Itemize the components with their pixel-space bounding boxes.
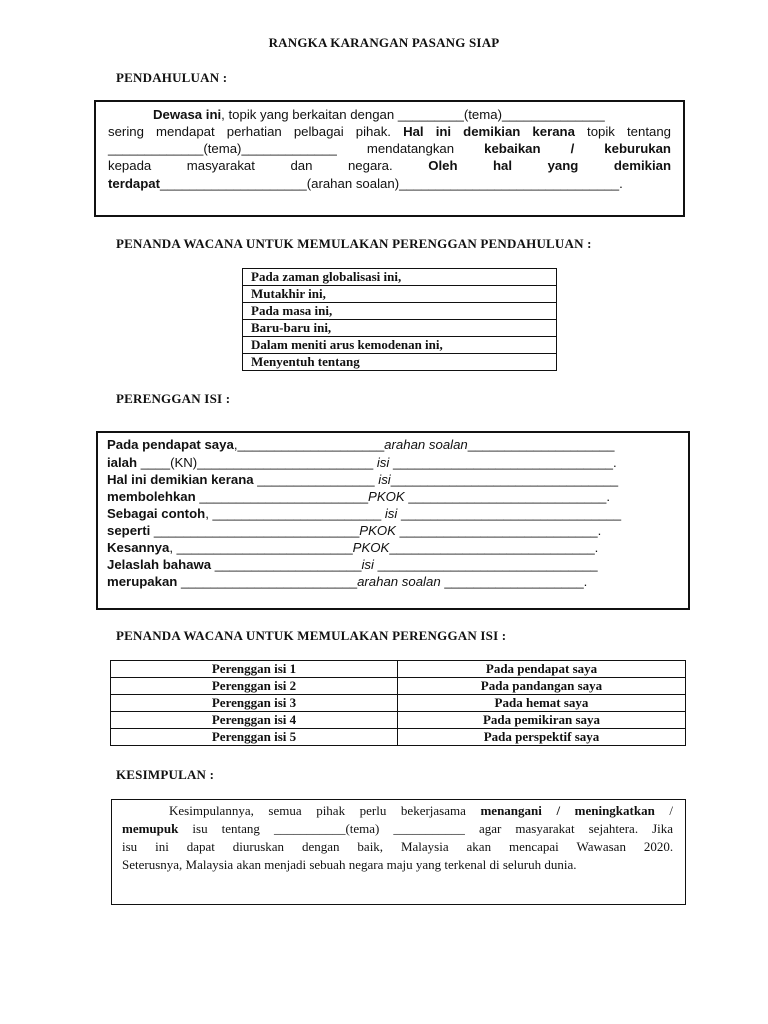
table-row (111, 678, 686, 695)
pw-pendahuluan-item: Dalam meniti arus kemodenan ini, (243, 337, 557, 354)
pendahuluan-line-5: terdapat____________________(arahan soalan)______________________________. (108, 176, 623, 191)
pw-pendahuluan-item: Mutakhir ini, (243, 286, 557, 303)
pw-pendahuluan-item: Pada masa ini, (243, 303, 557, 320)
kesimpulan-line-2: memupuk isu tentang ___________(tema) ___________ agar masyarakat sejahtera. Jika (122, 821, 674, 836)
pw-pendahuluan-heading: PENANDA WACANA UNTUK MEMULAKAN PERENGGAN PENDAHULUAN : (116, 236, 592, 251)
pw-isi-heading: PENANDA WACANA UNTUK MEMULAKAN PERENGGAN ISI : (116, 628, 507, 643)
table-row (243, 337, 557, 354)
isi-line-5: Sebagai contoh, _______________________ isi ______________________________ (107, 506, 622, 521)
pw-pendahuluan-item: Pada zaman globalisasi ini, (243, 269, 557, 286)
isi-line-4: membolehkan _______________________PKOK ___________________________. (107, 489, 611, 504)
pw-isi-paragraph: Perenggan isi 1 (111, 661, 398, 678)
isi-line-3: Hal ini demikian kerana ________________ isi_______________________________ (107, 472, 619, 487)
isi-line-1: Pada pendapat saya,____________________arahan soalan____________________ (107, 437, 615, 452)
kesimpulan-line-4: Seterusnya, Malaysia akan menjadi sebuah negara maju yang terkenal di seluruh dunia. (122, 857, 577, 872)
pendahuluan-line-2: sering mendapat perhatian pelbagai pihak. Hal ini demikian kerana topik tentang (108, 124, 671, 139)
isi-line-8: Jelaslah bahawa ____________________isi ______________________________ (107, 557, 598, 572)
pw-isi-paragraph: Perenggan isi 5 (111, 729, 398, 746)
table-row (243, 286, 557, 303)
pendahuluan-box (94, 100, 685, 217)
pw-isi-marker: Pada hemat saya (398, 695, 686, 712)
isi-line-2: ialah ____(KN)________________________ isi ______________________________. (107, 455, 617, 470)
table-row (243, 354, 557, 371)
isi-box (96, 431, 690, 610)
kesimpulan-line-3: isu ini dapat diuruskan dengan baik, Malaysia akan mencapai Wawasan 2020. (122, 839, 674, 854)
pw-isi-paragraph: Perenggan isi 3 (111, 695, 398, 712)
table-row (111, 661, 686, 678)
pw-pendahuluan-item: Menyentuh tentang (243, 354, 557, 371)
pw-isi-marker: Pada perspektif saya (398, 729, 686, 746)
kesimpulan-box (111, 799, 686, 905)
table-row (243, 320, 557, 337)
pw-isi-paragraph: Perenggan isi 4 (111, 712, 398, 729)
table-row (111, 712, 686, 729)
pendahuluan-line-1: Dewasa ini, topik yang berkaitan dengan _________(tema)______________ (153, 107, 605, 122)
table-row (111, 695, 686, 712)
pendahuluan-line-4: kepada masyarakat dan negara. Oleh hal yang demikian (108, 158, 672, 173)
pw-pendahuluan-table (242, 268, 557, 371)
document-title: RANGKA KARANGAN PASANG SIAP (268, 35, 500, 50)
pw-isi-marker: Pada pemikiran saya (398, 712, 686, 729)
table-row (243, 303, 557, 320)
isi-line-7: Kesannya, ________________________PKOK____________________________. (107, 540, 599, 555)
isi-heading: PERENGGAN ISI : (116, 391, 231, 406)
kesimpulan-heading: KESIMPULAN : (116, 767, 215, 782)
table-row (111, 729, 686, 746)
pw-isi-marker: Pada pandangan saya (398, 678, 686, 695)
pw-isi-marker: Pada pendapat saya (398, 661, 686, 678)
pendahuluan-line-3: _____________(tema)_____________ mendatangkan kebaikan / keburukan (108, 141, 671, 156)
pw-isi-table (110, 660, 686, 746)
pw-isi-paragraph: Perenggan isi 2 (111, 678, 398, 695)
pendahuluan-heading: PENDAHULUAN : (116, 70, 228, 85)
isi-line-6: seperti ____________________________PKOK ___________________________. (107, 523, 602, 538)
pw-pendahuluan-item: Baru-baru ini, (243, 320, 557, 337)
kesimpulan-line-1: Kesimpulannya, semua pihak perlu bekerjasama menangani / meningkatkan / (169, 803, 674, 818)
table-row (243, 269, 557, 286)
isi-line-9: merupakan ________________________arahan soalan ___________________. (107, 574, 588, 589)
